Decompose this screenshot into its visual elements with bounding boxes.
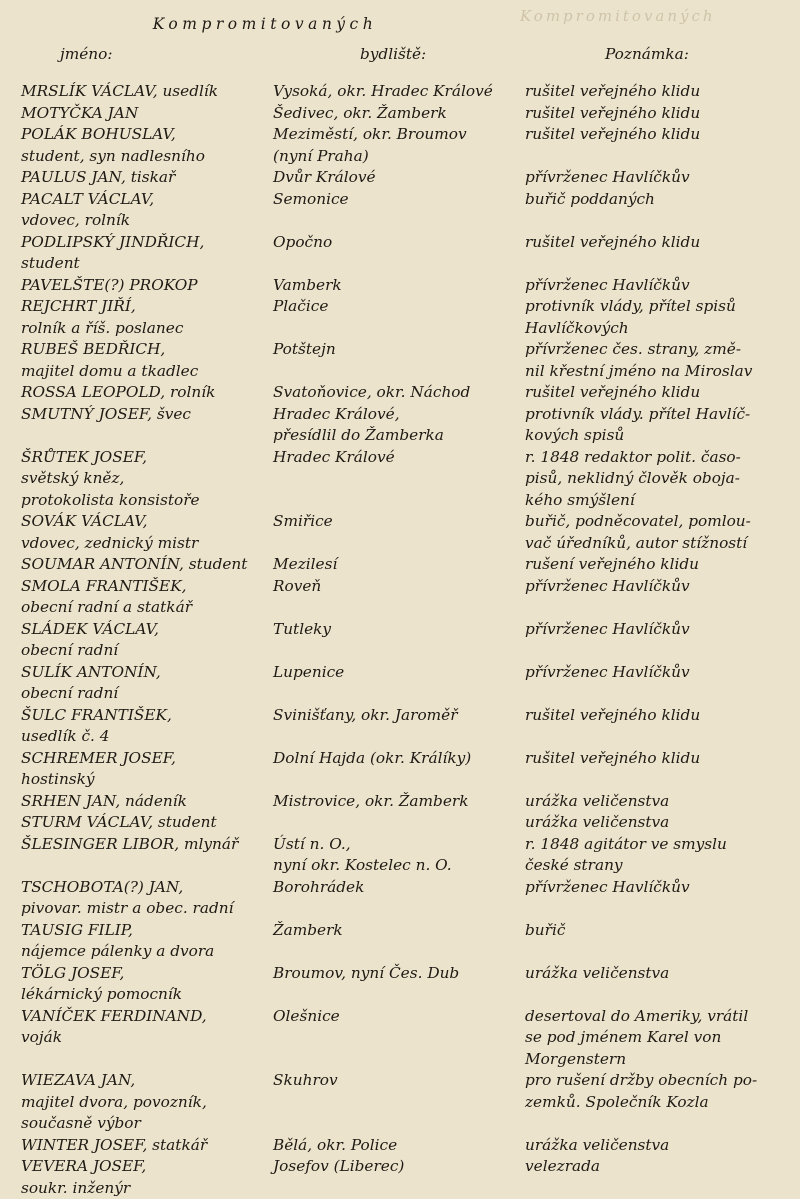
record-row [0,447,800,512]
record-row [0,382,800,404]
record-residence: Dvůr Králové [273,168,376,186]
record-note: velezrada [525,1157,601,1175]
record-name: ŠLESINGER LIBOR, mlynář [21,834,239,853]
record-note: rušitel veřejného klidu [525,383,701,401]
record-residence: Vamberk [273,275,342,294]
record-row [0,339,800,382]
record-row [0,812,800,834]
record-name: TÖLG JOSEF, lékárnický pomocník [21,963,183,1003]
record-name: MOTYČKA JAN [21,103,139,122]
record-row [0,920,800,963]
record-residence: Svinišťany, okr. Jaroměř [273,705,458,724]
header-name: jméno: [60,45,113,63]
record-residence: Borohrádek [273,877,365,896]
record-residence: Plačice [273,297,329,315]
record-residence: Mistrovice, okr. Žamberk [273,791,469,810]
record-note: přívrženec čes. strany, změ- nil křestní jméno na Miroslav [525,340,753,380]
record-note: protivník vlády. přítel Havlíč- kových spisů [525,404,751,444]
record-note: rušitel veřejného klidu [525,748,701,767]
record-name: PODLIPSKÝ JINDŘICH, student [21,232,205,272]
record-residence: Josefov (Liberec) [273,1157,405,1175]
page-title: Kompromitovaných [152,15,378,33]
record-note: buřič poddaných [525,189,655,208]
record-name: POLÁK BOHUSLAV, student, syn nadlesního [21,125,205,165]
record-note: desertoval do Ameriky, vrátil se pod jménem Karel von Morgenstern [525,1006,749,1068]
record-name: SMOLA FRANTIŠEK, obecní radní a statkář [21,576,193,616]
record-name: STURM VÁCLAV, student [21,813,217,831]
record-row [0,576,800,619]
record-name: TSCHOBOTA(?) JAN, pivovar. mistr a obec. radní [21,877,234,917]
record-note: přívrženec Havlíčkův [525,576,690,595]
record-note: rušitel veřejného klidu [525,232,701,251]
record-note: rušitel veřejného klidu [525,103,701,122]
record-row [0,275,800,297]
record-name: MRSLÍK VÁCLAV, usedlík [21,82,219,100]
record-name: TAUSIG FILIP, nájemce pálenky a dvora [21,920,215,960]
record-residence: Meziměstí, okr. Broumov (nyní Praha) [273,125,467,165]
record-name: WIEZAVA JAN, majitel dvora, povozník, současně výbor [21,1071,207,1132]
header-note: Poznámka: [605,45,689,63]
record-row [0,167,800,189]
record-name: SMUTNÝ JOSEF, švec [21,404,191,423]
record-row [0,1006,800,1071]
record-name: ROSSA LEOPOLD, rolník [21,383,216,401]
record-row [0,124,800,167]
record-residence: Broumov, nyní Čes. Dub [273,963,460,982]
record-note: buřič, podněcovatel, pomlou- vač úředníků, autor stížností [525,512,751,552]
record-note: rušitel veřejného klidu [525,82,701,100]
record-name: SRHEN JAN, nádeník [21,791,187,810]
show-through-heading: Kompromitovaných [520,7,716,25]
record-name: ŠRŮTEK JOSEF, světský kněz, protokolista konsistoře [21,447,200,509]
record-residence: Bělá, okr. Police [273,1135,398,1154]
record-note: urážka veličenstva [525,963,670,982]
record-residence [273,812,525,834]
record-note: rušení veřejného klidu [525,555,700,573]
record-residence: Semonice [273,189,349,208]
record-note: urážka veličenstva [525,791,670,810]
record-row [0,963,800,1006]
record-name: PAVELŠTE(?) PROKOP [21,275,198,294]
record-row [0,232,800,275]
record-row [0,404,800,447]
record-residence: Potštejn [273,340,336,358]
record-note: r. 1848 redaktor polit. časo- pisů, neklidný člověk oboja- kého smýšlení [525,447,741,509]
records-list [0,81,800,1199]
record-name: WINTER JOSEF, statkář [21,1135,208,1154]
record-name: SOUMAR ANTONÍN, student [21,555,248,573]
record-note: přívrženec Havlíčkův [525,275,690,294]
record-row [0,834,800,877]
record-residence: Skuhrov [273,1071,338,1089]
record-name: SCHREMER JOSEF, hostinský [21,748,176,788]
record-row [0,662,800,705]
record-note: pro rušení držby obecních po- zemků. Společník Kozla [525,1071,758,1111]
record-name: RUBEŠ BEDŘICH, majitel domu a tkadlec [21,340,199,380]
record-name: PAULUS JAN, tiskař [21,168,176,186]
record-residence: Šedivec, okr. Žamberk [273,103,447,122]
record-row [0,103,800,125]
record-name: REJCHRT JIŘÍ, rolník a říš. poslanec [21,297,184,337]
record-note: urážka veličenstva [525,813,670,831]
record-note: přívrženec Havlíčkův [525,619,690,638]
column-headers [0,44,800,66]
record-residence: Dolní Hajda (okr. Králíky) [273,748,472,767]
record-note: protivník vlády, přítel spisů Havlíčkových [525,297,736,337]
record-row [0,748,800,791]
record-row [0,619,800,662]
record-residence: Vysoká, okr. Hradec Králové [273,82,493,100]
record-note: přívrženec Havlíčkův [525,662,690,681]
record-residence: Smiřice [273,512,333,530]
record-residence: Svatoňovice, okr. Náchod [273,383,471,401]
record-name: ŠULC FRANTIŠEK, usedlík č. 4 [21,705,172,745]
record-row [0,1156,800,1199]
record-note: rušitel veřejného klidu [525,125,701,143]
record-residence: Lupenice [273,662,345,681]
record-row [0,189,800,232]
record-residence: Olešnice [273,1006,340,1025]
record-name: SOVÁK VÁCLAV, vdovec, zednický mistr [21,512,199,552]
record-residence: Tutleky [273,619,332,638]
record-row [0,1135,800,1157]
record-residence: Mezilesí [273,555,338,573]
record-residence: Žamberk [273,920,343,939]
record-note: přívrženec Havlíčkův [525,877,690,896]
record-note: r. 1848 agitátor ve smyslu české strany [525,834,727,874]
record-name: VANÍČEK FERDINAND, voják [21,1006,207,1046]
record-name: PACALT VÁCLAV, vdovec, rolník [21,189,155,229]
record-name: SLÁDEK VÁCLAV, obecní radní [21,619,159,659]
record-row [0,1070,800,1135]
record-row [0,705,800,748]
record-note: urážka veličenstva [525,1135,670,1154]
record-note: přívrženec Havlíčkův [525,168,690,186]
header-residence: bydliště: [360,45,427,63]
record-residence: Hradec Králové, přesídlil do Žamberka [273,404,444,444]
record-note: rušitel veřejného klidu [525,705,701,724]
record-row [0,791,800,813]
record-name: VEVERA JOSEF, soukr. inženýr [21,1157,147,1197]
record-note: buřič [525,920,566,939]
record-residence: Roveň [273,576,322,595]
record-name: SULÍK ANTONÍN, obecní radní [21,662,161,702]
record-row [0,81,800,103]
record-residence: Ústí n. O., nyní okr. Kostelec n. O. [273,834,452,874]
record-residence: Hradec Králové [273,447,395,466]
record-row [0,296,800,339]
record-row [0,511,800,554]
record-residence: Opočno [273,232,333,251]
record-row [0,877,800,920]
record-row [0,554,800,576]
